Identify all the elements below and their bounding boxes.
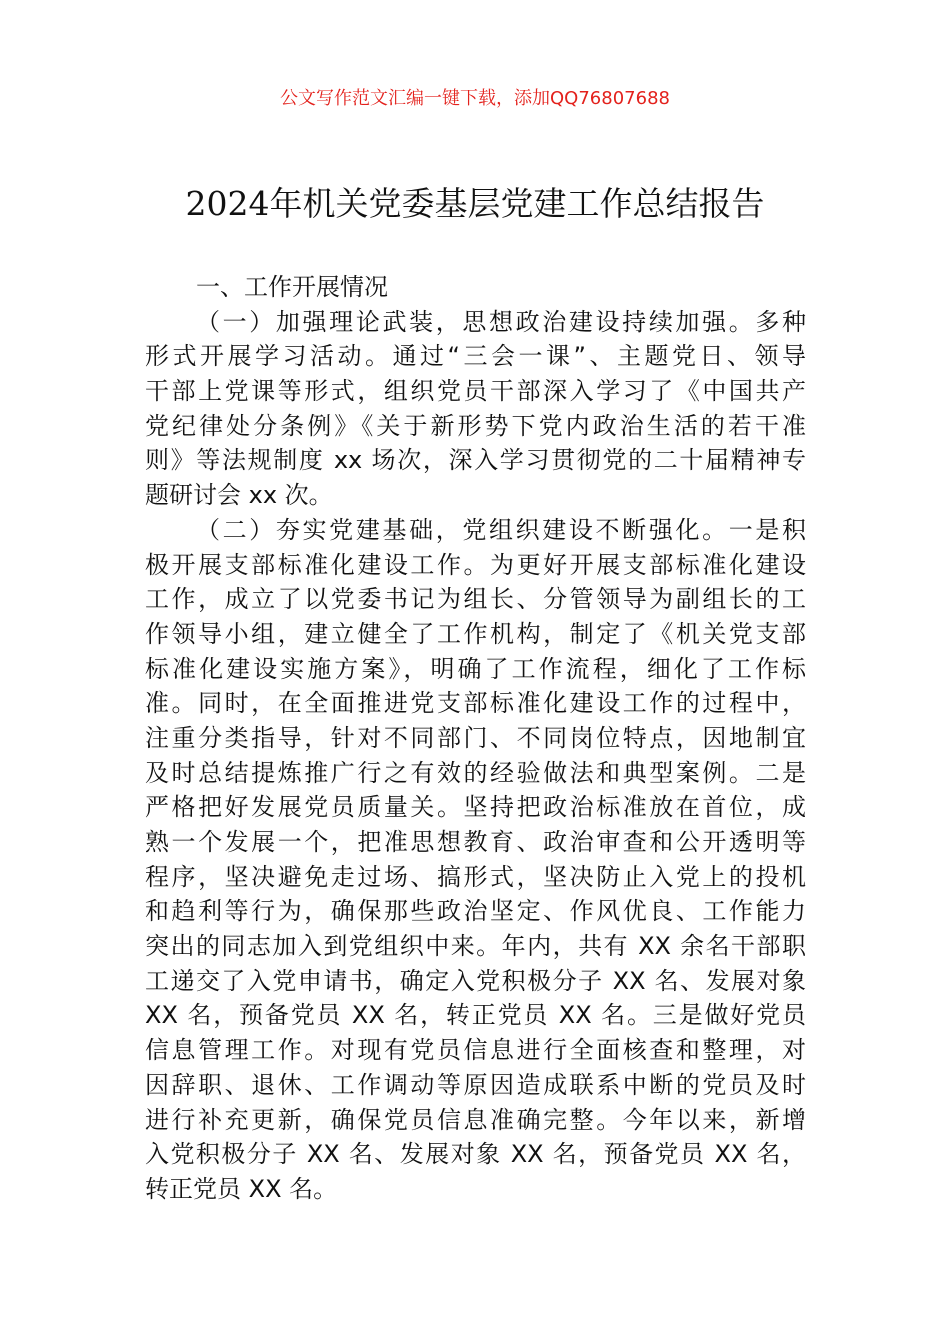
text-line: 及时总结提炼推广行之有效的经验做法和典型案例。二是 (145, 758, 806, 787)
text-line: （二）夯实党建基础，党组织建设不断强化。一是积 (196, 515, 806, 544)
text-line: 转正党员 XX 名。 (145, 1174, 338, 1203)
text-line: XX 名，预备党员 XX 名，转正党员 XX 名。三是做好党员 (145, 1001, 806, 1030)
text-line: 严格把好发展党员质量关。坚持把政治标准放在首位，成 (145, 793, 806, 822)
download-banner: 公文写作范文汇编一键下载，添加QQ76807688 (280, 88, 670, 109)
text-line: 题研讨会 xx 次。 (145, 481, 333, 510)
text-line: 因辞职、退休、工作调动等原因造成联系中断的党员及时 (145, 1070, 806, 1099)
text-line: 作领导小组，建立健全了工作机构，制定了《机关党支部 (145, 619, 806, 648)
paragraphs (145, 305, 806, 1207)
text-line: 准。同时，在全面推进党支部标准化建设工作的过程中， (145, 689, 806, 718)
text-line: 工作，成立了以党委书记为组长、分管领导为副组长的工 (145, 585, 806, 614)
text-line: 和趋利等行为，确保那些政治坚定、作风优良、工作能力 (145, 897, 806, 926)
document-body (145, 270, 806, 1207)
text-line: （一）加强理论武装，思想政治建设持续加强。多种 (196, 307, 806, 336)
text-line: 程序，坚决避免走过场、搞形式，坚决防止入党上的投机 (145, 862, 806, 891)
text-line: 极开展支部标准化建设工作。为更好开展支部标准化建设 (145, 550, 806, 579)
text-line: 则》等法规制度 xx 场次，深入学习贯彻党的二十届精神专 (145, 446, 806, 475)
text-line: 工递交了入党申请书，确定入党积极分子 XX 名、发展对象 (145, 966, 806, 995)
text-line: 信息管理工作。对现有党员信息进行全面核查和整理，对 (145, 1036, 806, 1065)
paragraph-strengthen-theory (145, 305, 806, 513)
text-line: 注重分类指导，针对不同部门、不同岗位特点，因地制宜 (145, 723, 806, 752)
text-line: 进行补充更新，确保党员信息准确完整。今年以来，新增 (145, 1105, 806, 1134)
paragraph-consolidate-foundation (145, 513, 806, 1207)
section-heading: 一、工作开展情况 (196, 273, 388, 301)
text-line: 形式开展学习活动。通过“三会一课”、主题党日、领导 (145, 342, 806, 371)
text-line: 党纪律处分条例》《关于新形势下党内政治生活的若干准 (145, 411, 806, 440)
text-line: 入党积极分子 XX 名、发展对象 XX 名，预备党员 XX 名， (145, 1140, 806, 1169)
text-line: 干部上党课等形式，组织党员干部深入学习了《中国共产 (145, 377, 806, 406)
text-line: 突出的同志加入到党组织中来。年内，共有 XX 余名干部职 (145, 932, 806, 961)
text-line: 熟一个发展一个，把准思想教育、政治审查和公开透明等 (145, 828, 806, 856)
document-title: 2024年机关党委基层党建工作总结报告 (185, 184, 765, 223)
text-line: 标准化建设实施方案》，明确了工作流程，细化了工作标 (145, 654, 806, 683)
